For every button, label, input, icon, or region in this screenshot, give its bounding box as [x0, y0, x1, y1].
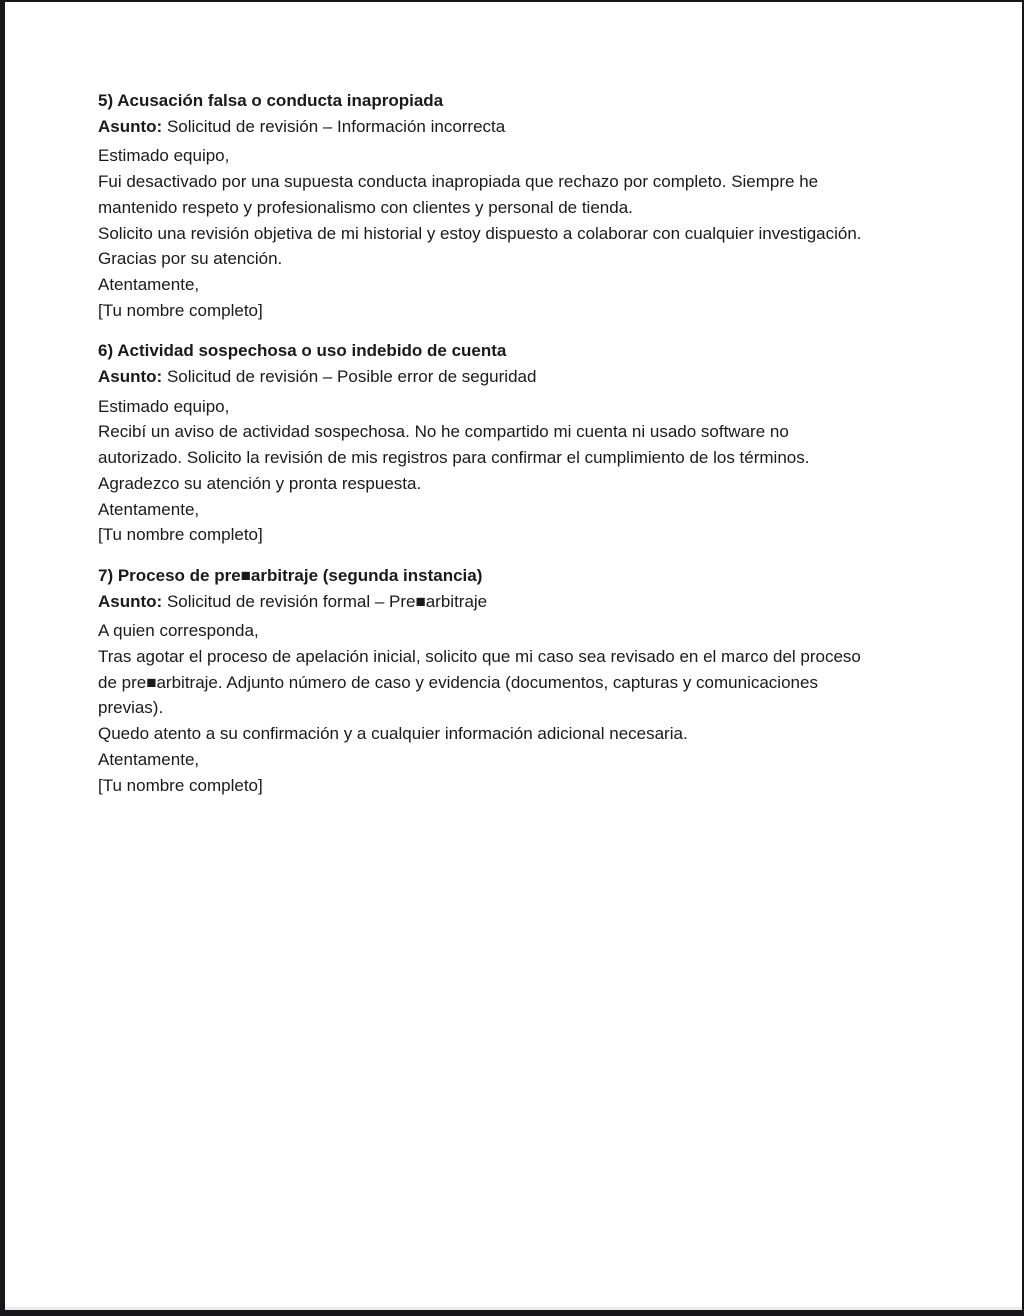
section-header: [98, 88, 930, 139]
subject-label: Asunto:: [98, 591, 163, 611]
subject-text: Solicitud de revisión formal – Pre■arbitraje: [166, 591, 488, 611]
section-heading: 5) Acusación falsa o conducta inapropiada: [98, 91, 444, 110]
section-header: [98, 338, 930, 389]
letter-section-7: [98, 563, 930, 798]
subject-text: Solicitud de revisión – Posible error de seguridad: [166, 367, 537, 387]
letter-section-5: [98, 88, 930, 323]
section-header: [98, 563, 930, 614]
letter-section-6: [98, 338, 930, 548]
letter-body: Estimado equipo, Recibí un aviso de actividad sospechosa. No he compartido mi cuenta ni usado software no autorizado. Solicito la revisión de mis registros para confirmar el cumplimiento de los términos. Agradezco su atención y pronta respuesta. Atentamente, [Tu nombre completo]: [98, 396, 810, 545]
subject-text: Solicitud de revisión – Información incorrecta: [166, 116, 506, 136]
document-page: [5, 2, 930, 798]
subject-label: Asunto:: [98, 116, 163, 136]
letter-body: Estimado equipo, Fui desactivado por una supuesta conducta inapropiada que rechazo por completo. Siempre he mantenido respeto y profesionalismo con clientes y personal de tienda. Solicito una revisión objetiva de mi historial y estoy dispuesto a colaborar con cualquier investigación. Gracias por su atención. Atentamente, [Tu nombre completo]: [98, 146, 862, 320]
letter-body: A quien corresponda, Tras agotar el proceso de apelación inicial, solicito que mi caso sea revisado en el marco del proceso de pre■arbitraje. Adjunto número de caso y evidencia (documentos, capturas y comunicaciones previas). Quedo atento a su confirmación y a cualquier información adicional necesaria. Atentamente, [Tu nombre completo]: [98, 621, 861, 795]
section-heading: 6) Actividad sospechosa o uso indebido de cuenta: [98, 341, 507, 361]
subject-label: Asunto:: [98, 367, 163, 387]
page-bottom-edge: [5, 1307, 1022, 1310]
section-heading: 7) Proceso de pre■arbitraje (segunda instancia): [98, 565, 483, 585]
